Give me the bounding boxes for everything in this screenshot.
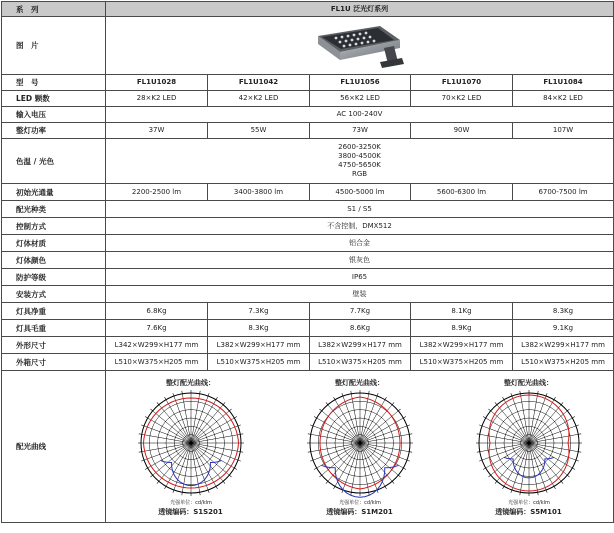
polar-tick [141, 460, 144, 461]
polar-tick [385, 397, 387, 400]
box-dimensions-cell: L510×W375×H205 mm [513, 354, 614, 371]
color-temp-line: RGB [351, 170, 368, 178]
color-temp-row [2, 139, 614, 184]
polar-tick [409, 452, 412, 453]
polar-tick [519, 391, 520, 394]
polar-tick [181, 391, 182, 394]
ip-value: IP65 [106, 269, 614, 286]
polar-tick [310, 460, 313, 461]
mounting-row [2, 286, 614, 303]
gross-weight-cell: 8.9Kg [411, 320, 513, 337]
polar-tick [488, 475, 490, 477]
polar-tick [575, 425, 578, 426]
body-color-row [2, 252, 614, 269]
polar-tick [567, 409, 569, 411]
polar-tick [314, 468, 317, 470]
polar-tick [208, 393, 209, 396]
polar-tick [554, 486, 556, 489]
polar-tick [229, 409, 231, 411]
polar-tick [406, 425, 409, 426]
gross-weight-cell: 9.1Kg [513, 320, 614, 337]
polar-tick [199, 492, 200, 495]
gross-weight-cell: 7.6Kg [106, 320, 208, 337]
polar-tick [368, 492, 369, 495]
polar-tick [578, 434, 581, 435]
curve-block [295, 378, 425, 518]
led-count-cell: 42×K2 LED [208, 91, 310, 107]
polar-tick [572, 468, 575, 470]
input-voltage-row [2, 107, 614, 123]
polar-tick [494, 402, 496, 404]
net-weight-cell: 7.7Kg [310, 303, 411, 320]
curve-unit-label: 光强单位：cd/klm [507, 500, 550, 506]
gross-weight-cell: 8.6Kg [310, 320, 411, 337]
material-value: 铝合金 [106, 235, 614, 252]
model-row [2, 75, 614, 91]
gross-weight-cell: 8.3Kg [208, 320, 310, 337]
polar-tick [164, 486, 166, 489]
net-weight-cell: 8.3Kg [513, 303, 614, 320]
polar-tick [307, 434, 310, 435]
model-cell: FL1U1028 [106, 75, 208, 91]
dimensions-label: 外形尺寸 [2, 337, 106, 354]
dimensions-cell: L382×W299×H177 mm [411, 337, 513, 354]
polar-tick [385, 486, 387, 489]
color-temp-line: 3800-4500K [338, 152, 381, 160]
model-cell: FL1U1084 [513, 75, 614, 91]
polar-tick [575, 460, 578, 461]
power-cell: 107W [513, 123, 614, 139]
polar-tick [333, 397, 335, 400]
polar-tick [476, 452, 479, 453]
box-dimensions-cell: L510×W375×H205 mm [208, 354, 310, 371]
body-color-label: 灯体颜色 [2, 252, 106, 269]
box-dimensions-cell: L510×W375×H205 mm [106, 354, 208, 371]
polar-tick [510, 393, 511, 396]
color-temp-line: 4750-5650K [338, 161, 381, 169]
dimensions-cell: L382×W299×H177 mm [513, 337, 614, 354]
polar-tick [237, 460, 240, 461]
polar-tick [240, 434, 243, 435]
flux-label: 初始光通量 [2, 184, 106, 201]
flux-cell: 2200-2500 lm [106, 184, 208, 201]
model-label: 型 号 [2, 75, 106, 91]
led-count-cell: 28×K2 LED [106, 91, 208, 107]
flux-row [2, 184, 614, 201]
polar-tick [561, 481, 563, 483]
power-cell: 90W [411, 123, 513, 139]
polar-tick [479, 425, 482, 426]
flux-cell: 6700-7500 lm [513, 184, 614, 201]
polar-tick [325, 481, 327, 483]
polar-curve-chart [131, 389, 251, 507]
dimensions-cell: L382×W299×H177 mm [208, 337, 310, 354]
curve-title: 整灯配光曲线： [335, 379, 384, 387]
curve-lens-code: 透镜编码：S5M101 [495, 508, 562, 516]
polar-tick [307, 452, 310, 453]
curve-lens-code: 透镜编码：S1S201 [158, 508, 223, 516]
polar-tick [578, 452, 581, 453]
power-cell: 55W [208, 123, 310, 139]
polar-tick [333, 486, 335, 489]
polar-tick [502, 486, 504, 489]
polar-tick [494, 481, 496, 483]
optics-label: 配光种类 [2, 201, 106, 218]
spec-table [1, 1, 614, 523]
material-row [2, 235, 614, 252]
control-row [2, 218, 614, 235]
polar-tick [234, 417, 237, 419]
polar-tick [502, 397, 504, 400]
mounting-value: 壁装 [106, 286, 614, 303]
polar-tick [406, 460, 409, 461]
model-cell: FL1U1070 [411, 75, 513, 91]
input-voltage-label: 输入电压 [2, 107, 106, 123]
polar-tick [319, 409, 321, 411]
input-voltage-value: AC 100-240V [106, 107, 614, 123]
polar-tick [537, 492, 538, 495]
polar-tick [223, 402, 225, 404]
polar-tick [172, 490, 173, 493]
polar-tick [325, 402, 327, 404]
gross-weight-row [2, 320, 614, 337]
optics-row [2, 201, 614, 218]
polar-tick [341, 393, 342, 396]
polar-tick [208, 490, 209, 493]
polar-tick [240, 452, 243, 453]
polar-tick [479, 460, 482, 461]
polar-tick [234, 468, 237, 470]
led-count-cell: 70×K2 LED [411, 91, 513, 107]
polar-tick [199, 391, 200, 394]
series-name: FL1U 泛光灯系列 [106, 2, 614, 17]
polar-tick [409, 434, 412, 435]
flux-cell: 4500-5000 lm [310, 184, 411, 201]
polar-tick [483, 468, 486, 470]
polar-tick [377, 490, 378, 493]
polar-tick [392, 481, 394, 483]
polar-tick [138, 434, 141, 435]
curve-block [126, 378, 256, 518]
polar-curve-chart [469, 389, 589, 507]
curves-row [2, 371, 614, 523]
polar-tick [319, 475, 321, 477]
control-label: 控制方式 [2, 218, 106, 235]
curve-block [464, 378, 594, 518]
polar-tick [314, 417, 317, 419]
color-temp-value [106, 139, 614, 184]
power-row [2, 123, 614, 139]
series-label: 系 列 [2, 2, 106, 17]
polar-tick [537, 391, 538, 394]
polar-tick [476, 434, 479, 435]
color-temp-line: 2600-3250K [338, 143, 381, 151]
polar-tick [216, 486, 218, 489]
polar-tick [510, 490, 511, 493]
flux-cell: 3400-3800 lm [208, 184, 310, 201]
polar-tick [519, 492, 520, 495]
led-count-label: LED 颗数 [2, 91, 106, 107]
polar-tick [181, 492, 182, 495]
polar-tick [164, 397, 166, 400]
polar-curve-chart [300, 389, 420, 507]
net-weight-cell: 8.1Kg [411, 303, 513, 320]
polar-tick [172, 393, 173, 396]
polar-tick [341, 490, 342, 493]
polar-tick [561, 402, 563, 404]
material-label: 灯体材质 [2, 235, 106, 252]
polar-tick [237, 425, 240, 426]
polar-tick [156, 402, 158, 404]
polar-tick [141, 425, 144, 426]
control-value: 不含控制，DMX512 [106, 218, 614, 235]
polar-tick [377, 393, 378, 396]
led-count-row [2, 91, 614, 107]
polar-tick [488, 409, 490, 411]
polar-tick [138, 452, 141, 453]
curves-label: 配光曲线 [2, 371, 106, 523]
curve-title: 整灯配光曲线： [166, 379, 215, 387]
polar-tick [398, 409, 400, 411]
polar-tick [310, 425, 313, 426]
polar-tick [554, 397, 556, 400]
mounting-label: 安装方式 [2, 286, 106, 303]
dimensions-row [2, 337, 614, 354]
polar-tick [216, 397, 218, 400]
box-dimensions-cell: L510×W375×H205 mm [411, 354, 513, 371]
polar-tick [350, 391, 351, 394]
model-cell: FL1U1056 [310, 75, 411, 91]
box-dimensions-label: 外箱尺寸 [2, 354, 106, 371]
curves-container [106, 375, 613, 518]
polar-tick [150, 475, 152, 477]
power-label: 整灯功率 [2, 123, 106, 139]
polar-tick [368, 391, 369, 394]
color-temp-label: 色温 / 光色 [2, 139, 106, 184]
polar-tick [150, 409, 152, 411]
polar-tick [546, 490, 547, 493]
curve-lens-code: 透镜编码：S1M201 [326, 508, 393, 516]
polar-tick [229, 475, 231, 477]
curve-unit-label: 光强单位：cd/klm [338, 500, 381, 506]
body-color-value: 银灰色 [106, 252, 614, 269]
header-row [2, 2, 614, 17]
curve-title: 整灯配光曲线： [504, 379, 553, 387]
power-cell: 73W [310, 123, 411, 139]
flux-cell: 5600-6300 lm [411, 184, 513, 201]
polar-tick [392, 402, 394, 404]
net-weight-cell: 6.8Kg [106, 303, 208, 320]
ip-row [2, 269, 614, 286]
optics-value: S1 / S5 [106, 201, 614, 218]
polar-tick [546, 393, 547, 396]
polar-tick [483, 417, 486, 419]
photo-row [2, 17, 614, 75]
model-cell: FL1U1042 [208, 75, 310, 91]
led-count-cell: 56×K2 LED [310, 91, 411, 107]
polar-tick [403, 417, 406, 419]
power-cell: 37W [106, 123, 208, 139]
polar-tick [156, 481, 158, 483]
polar-tick [223, 481, 225, 483]
box-dimensions-row [2, 354, 614, 371]
net-weight-label: 灯具净重 [2, 303, 106, 320]
photo-label: 图 片 [2, 17, 106, 75]
polar-tick [145, 468, 148, 470]
polar-tick [350, 492, 351, 495]
polar-tick [398, 475, 400, 477]
box-dimensions-cell: L510×W375×H205 mm [310, 354, 411, 371]
polar-tick [567, 475, 569, 477]
polar-tick [145, 417, 148, 419]
gross-weight-label: 灯具毛重 [2, 320, 106, 337]
curve-unit-label: 光强单位：cd/klm [169, 500, 212, 506]
net-weight-cell: 7.3Kg [208, 303, 310, 320]
ip-label: 防护等级 [2, 269, 106, 286]
net-weight-row [2, 303, 614, 320]
led-count-cell: 84×K2 LED [513, 91, 614, 107]
dimensions-cell: L342×W299×H177 mm [106, 337, 208, 354]
dimensions-cell: L382×W299×H177 mm [310, 337, 411, 354]
polar-tick [403, 468, 406, 470]
polar-tick [572, 417, 575, 419]
floodlight-image [314, 22, 406, 70]
